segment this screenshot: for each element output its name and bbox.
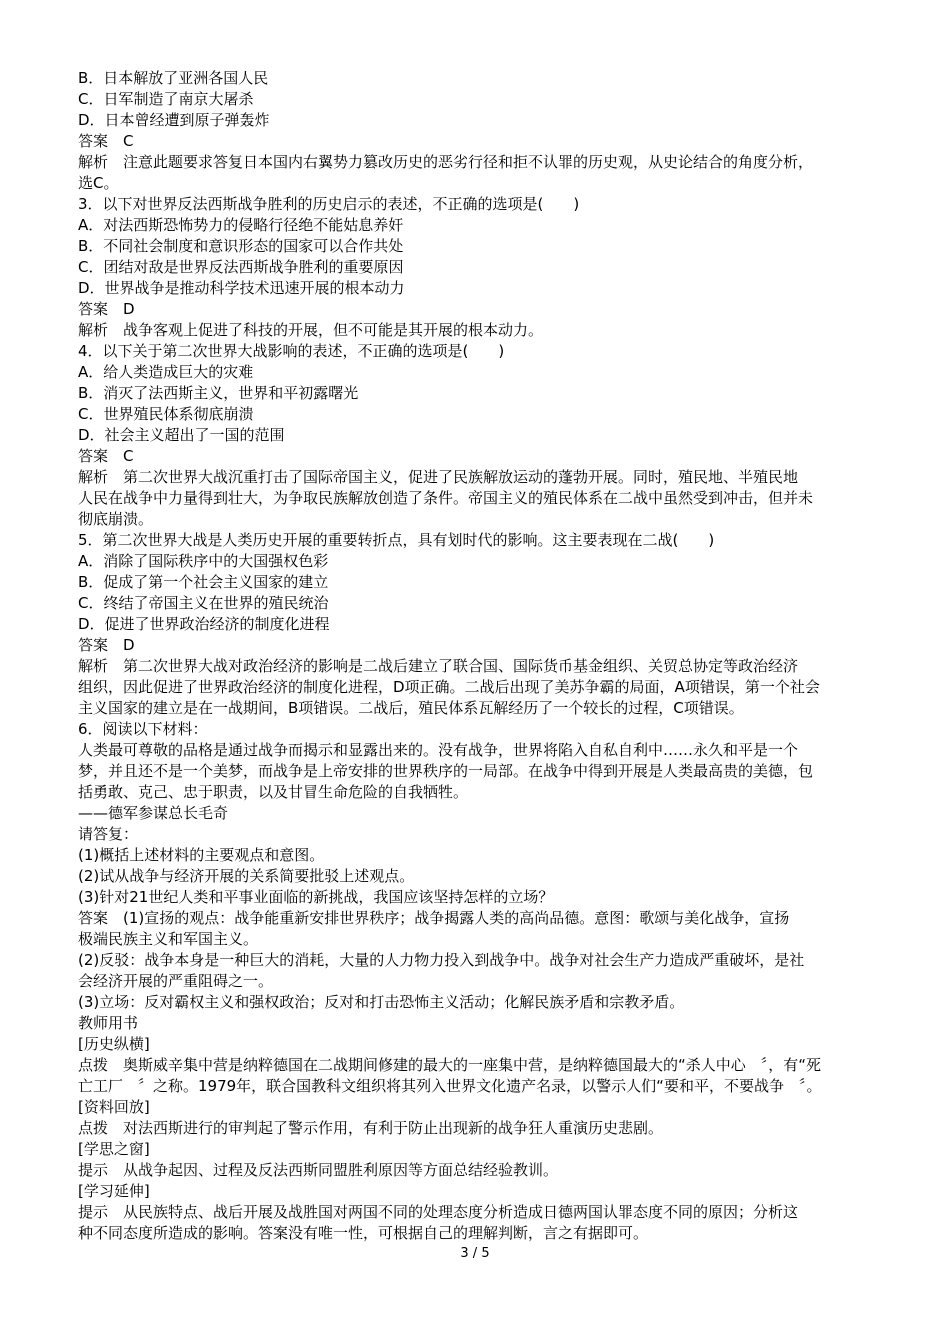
text-line: C．日军制造了南京大屠杀 (78, 90, 254, 108)
text-line: 答案 D (78, 636, 135, 654)
text-line: (1)概括上述材料的主要观点和意图。 (78, 846, 325, 864)
text-line: 种不同态度所造成的影响。答案没有唯一性，可根据自己的理解判断，言之有据即可。 (78, 1224, 649, 1242)
text-line: [学习延伸] (78, 1182, 150, 1200)
text-line: B．日本解放了亚洲各国人民 (78, 69, 269, 87)
text-line: D．促进了世界政治经济的制度化进程 (78, 615, 330, 633)
text-line: 教师用书 (78, 1014, 139, 1032)
text-line: B．促成了第一个社会主义国家的建立 (78, 573, 329, 591)
text-line: 6．阅读以下材料： (78, 720, 208, 738)
text-line: 请答复： (78, 825, 139, 843)
text-line: D．世界战争是推动科学技术迅速开展的根本动力 (78, 279, 405, 297)
text-line: 点拨 对法西斯进行的审判起了警示作用，有利于防止出现新的战争狂人重演历史悲剧。 (78, 1119, 664, 1137)
text-line: 人民在战争中力量得到壮大，为争取民族解放创造了条件。帝国主义的殖民体系在二战中虽然受到冲击，但并未 (78, 489, 814, 507)
text-line: (3)针对21世纪人类和平事业面临的新挑战，我国应该坚持怎样的立场？ (78, 888, 554, 906)
text-line: 答案 C (78, 447, 134, 465)
text-line: 3．以下对世界反法西斯战争胜利的历史启示的表述，不正确的选项是( ) (78, 195, 580, 213)
text-line: 彻底崩溃。 (78, 510, 154, 528)
text-line: 解析 第二次世界大战对政治经济的影响是二战后建立了联合国、国际货币基金组织、关贸总协定等政治经济 (78, 657, 799, 675)
text-line: 括勇敢、克己、忠于职责，以及甘冒生命危险的自我牺牲。 (78, 783, 469, 801)
text-line: 会经济开展的严重阻碍之一。 (78, 972, 274, 990)
text-line: 4．以下关于第二次世界大战影响的表述，不正确的选项是( ) (78, 342, 505, 360)
text-line: 答案 (1)宣扬的观点：战争能重新安排世界秩序；战争揭露人类的高尚品德。意图：歌颂与美化战争，宣扬 (78, 909, 790, 927)
text-line: 答案 C (78, 132, 134, 150)
text-line: 5．第二次世界大战是人类历史开展的重要转折点，具有划时代的影响。这主要表现在二战( ) (78, 531, 715, 549)
text-line: 梦，并且还不是一个美梦，而战争是上帝安排的世界秩序的一局部。在战争中得到开展是人类最高贵的美德，包 (78, 762, 814, 780)
text-line: 提示 从战争起因、过程及反法西斯同盟胜利原因等方面总结经验教训。 (78, 1161, 559, 1179)
text-line: 人类最可尊敬的品格是通过战争而揭示和显露出来的。没有战争，世界将陷入自私自利中……永久和平是一个 (78, 741, 799, 759)
text-line: 提示 从民族特点、战后开展及战胜国对两国不同的处理态度分析造成日德两国认罪态度不同的原因；分析这 (78, 1203, 799, 1221)
document-page (78, 68, 886, 1244)
text-line: 解析 注意此题要求答复日本国内右翼势力篡改历史的恶劣行径和拒不认罪的历史观，从史论结合的角度分析， (78, 153, 814, 171)
text-line: C．世界殖民体系彻底崩溃 (78, 405, 254, 423)
text-line: A．给人类造成巨大的灾难 (78, 363, 254, 381)
text-line: 组织，因此促进了世界政治经济的制度化进程，D项正确。二战后出现了美苏争霸的局面，A项错误，第一个社会 (78, 678, 820, 696)
text-line: 点拨 奥斯威辛集中营是纳粹德国在二战期间修建的最大的一座集中营，是纳粹德国最大的“杀人中心 〞，有“死 (78, 1056, 822, 1074)
text-line: (2)反驳：战争本身是一种巨大的消耗，大量的人力物力投入到战争中。战争对社会生产力造成严重破坏，是社 (78, 951, 805, 969)
text-line: 答案 D (78, 300, 135, 318)
text-line: [学思之窗] (78, 1140, 150, 1158)
page-number: 3 / 5 (460, 1246, 490, 1261)
text-line: 解析 第二次世界大战沉重打击了国际帝国主义，促进了民族解放运动的蓬勃开展。同时，殖民地、半殖民地 (78, 468, 799, 486)
text-line: 选C。 (78, 174, 119, 192)
text-line: (3)立场：反对霸权主义和强权政治；反对和打击恐怖主义活动；化解民族矛盾和宗教矛盾。 (78, 993, 685, 1011)
text-line: A．消除了国际秩序中的大国强权色彩 (78, 552, 329, 570)
text-line: 亡工厂 〞之称。1979年，联合国教科文组织将其列入世界文化遗产名录，以警示人们“要和平，不要战争 〞。 (78, 1077, 822, 1095)
text-line: A．对法西斯恐怖势力的侵略行径绝不能姑息养奸 (78, 216, 404, 234)
text-line: D．日本曾经遭到原子弹轰炸 (78, 111, 270, 129)
text-line: 解析 战争客观上促进了科技的开展，但不可能是其开展的根本动力。 (78, 321, 544, 339)
text-line: C．终结了帝国主义在世界的殖民统治 (78, 594, 329, 612)
text-line: 主义国家的建立是在一战期间，B项错误。二战后，殖民体系瓦解经历了一个较长的过程，C项错误。 (78, 699, 744, 717)
text-line: C．团结对敌是世界反法西斯战争胜利的重要原因 (78, 258, 404, 276)
text-line: (2)试从战争与经济开展的关系简要批驳上述观点。 (78, 867, 415, 885)
text-line: D．社会主义超出了一国的范围 (78, 426, 285, 444)
text-line: [资料回放] (78, 1098, 150, 1116)
text-line: B．不同社会制度和意识形态的国家可以合作共处 (78, 237, 404, 255)
text-line: 极端民族主义和军国主义。 (78, 930, 259, 948)
text-line: B．消灭了法西斯主义，世界和平初露曙光 (78, 384, 359, 402)
text-line: ——德军参谋总长毛奇 (78, 804, 229, 822)
text-line: [历史纵横] (78, 1035, 150, 1053)
